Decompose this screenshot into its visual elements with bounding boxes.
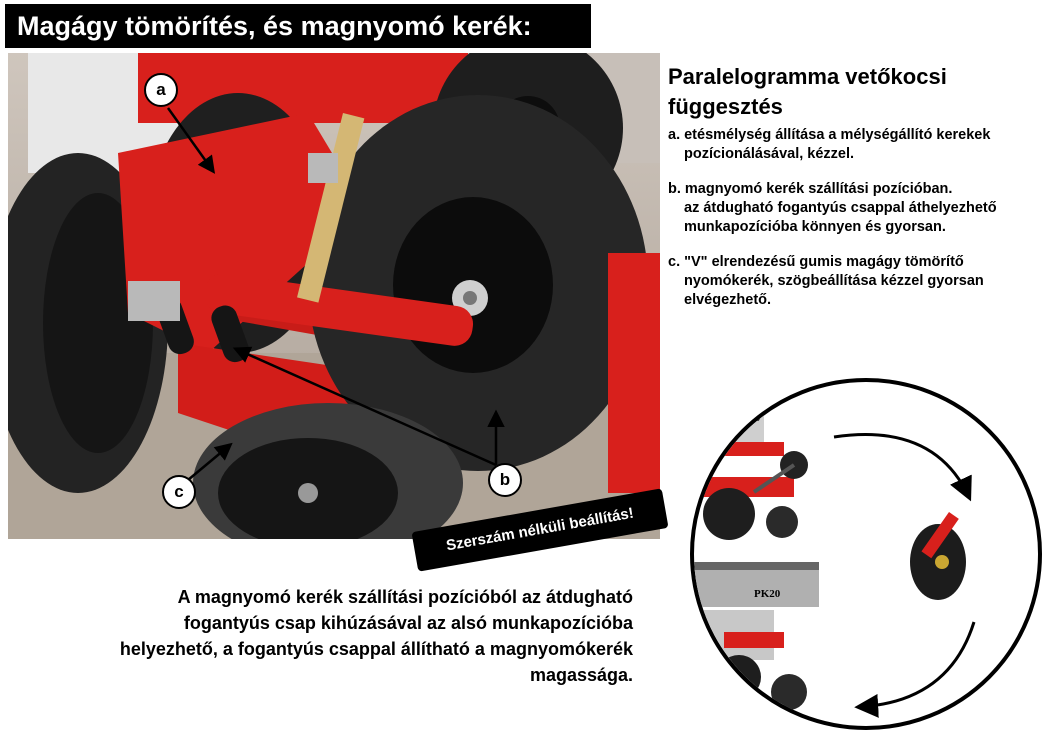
feature-list [668,126,1048,326]
label-a: a [144,73,178,107]
heading-line: függesztés [668,94,783,119]
feature-item-c [668,253,1048,310]
diagram-label-lower: PK20 [754,588,781,600]
item-line: c. "V" elrendezésű gumis magágy tömörítő [668,254,964,270]
wheel-position-diagram [690,378,1042,730]
label-c: c [162,475,196,509]
feature-item-a [668,126,1048,164]
item-line: munkapozícióba könnyen és gyorsan. [684,219,946,235]
item-line: nyomókerék, szögbeállítása kézzel gyorsan [684,273,984,289]
caption-line: fogantyús csap kihúzásával az alsó munkapozícióba [183,613,633,633]
item-line: az átdugható fogantyús csappal áthelyezhető [684,200,997,216]
tool-free-tag: Szerszám nélküli beállítás! [411,488,668,571]
pointer-arrows [8,53,660,539]
item-line: b. magnyomó kerék szállítási pozícióban. [668,181,953,197]
caption-line: A magnyomó kerék szállítási pozícióból az átdugható [177,587,633,607]
caption-line: magassága. [529,665,633,685]
heading-line: Paralelogramma vetőkocsi [668,64,947,89]
bottom-caption [98,584,633,688]
label-b: b [488,463,522,497]
section-heading [668,62,1048,122]
arrow-c [188,445,230,480]
item-line: a. etésmélység állítása a mélységállító kerekek [668,127,991,143]
diagram-drawing [694,382,1038,726]
item-line: elvégezhető. [684,292,772,308]
diagram-label-upper: PK20 [734,412,761,424]
item-line: pozícionálásával, kézzel. [684,146,855,162]
caption-line: helyezhető, a fogantyús csappal állítható a magnyomókerék [119,639,633,659]
arrow-b-left [236,349,496,465]
feature-item-b [668,180,1048,237]
planter-photo [8,53,660,539]
page-title: Magágy tömörítés, és magnyomó kerék: [5,4,591,48]
arrow-a [168,108,213,171]
